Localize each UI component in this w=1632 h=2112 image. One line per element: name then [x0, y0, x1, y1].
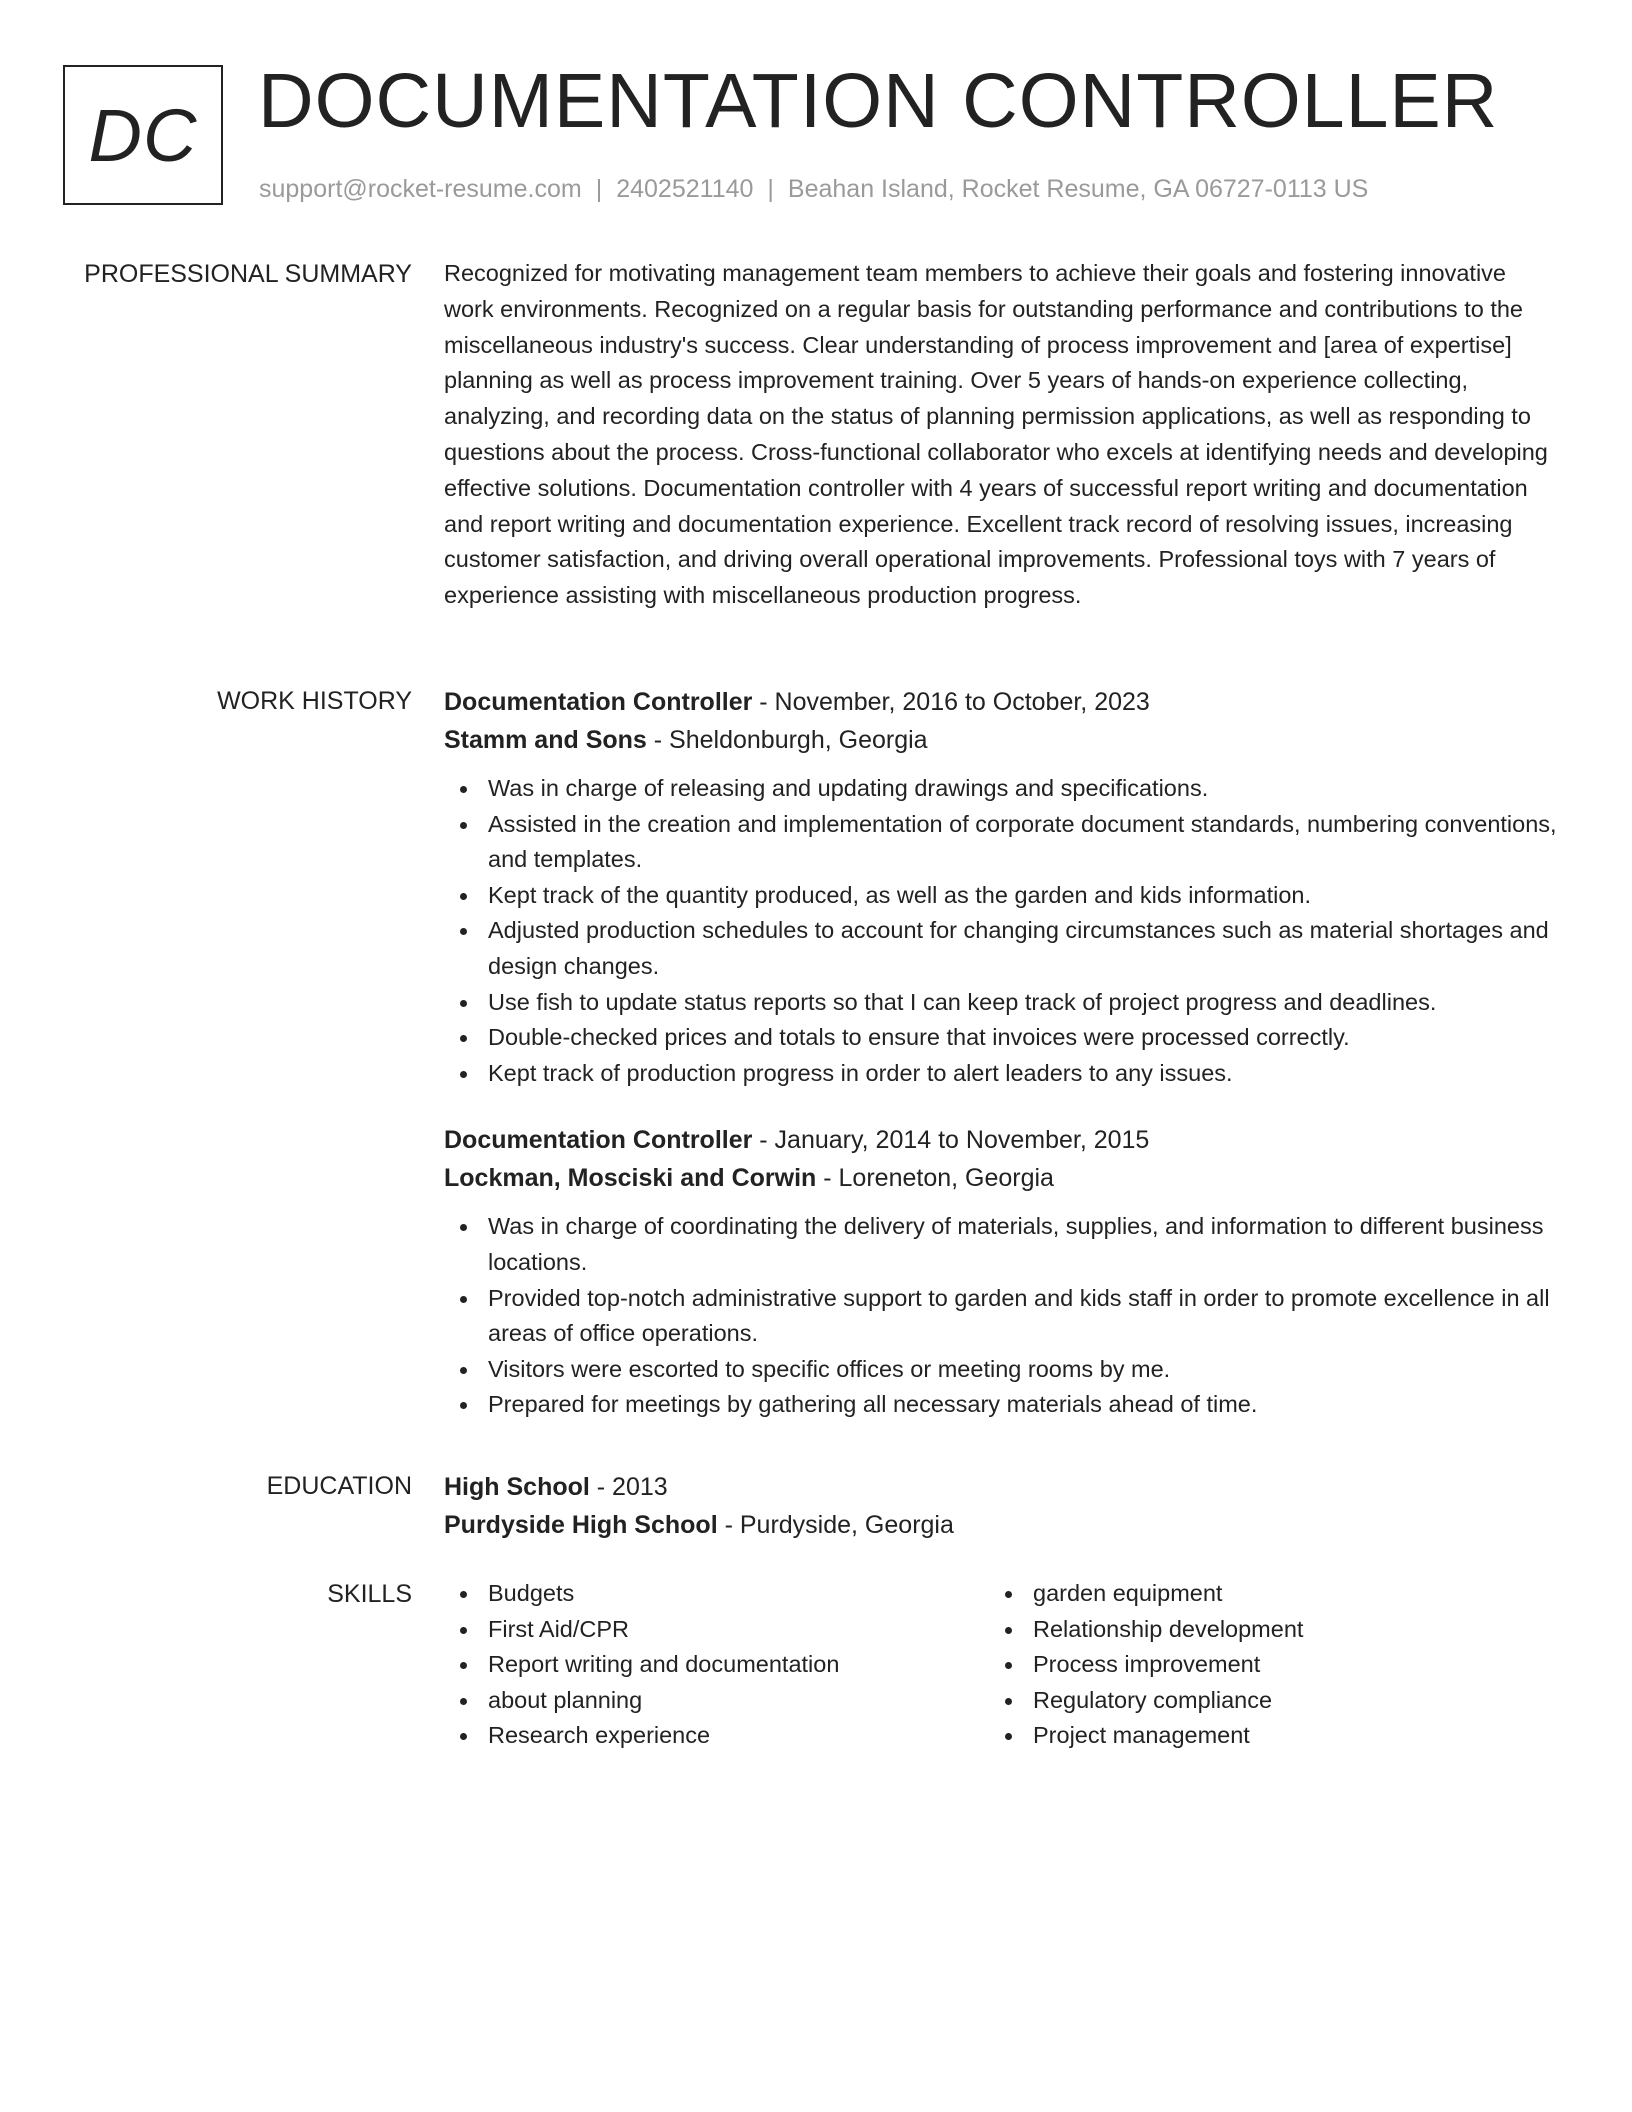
job-title-line — [444, 1121, 1560, 1159]
skill-item: Process improvement — [1033, 1647, 1534, 1683]
skill-item: Project management — [1033, 1718, 1534, 1754]
job-bullets — [444, 1209, 1560, 1423]
job-dates: - January, 2014 to November, 2015 — [752, 1126, 1150, 1155]
job-company-line — [444, 1159, 1560, 1197]
education-heading: EDUCATION — [266, 1472, 412, 1500]
job-bullet: Kept track of the quantity produced, as well as the garden and kids information. — [488, 878, 1560, 914]
skills-list-left — [444, 1576, 989, 1754]
job-bullet: Prepared for meetings by gathering all necessary materials ahead of time. — [488, 1387, 1560, 1423]
work-history-heading: WORK HISTORY — [217, 687, 412, 715]
skill-item: Budgets — [488, 1576, 989, 1612]
skills-column-right — [989, 1576, 1534, 1754]
contact-separator: | — [767, 175, 774, 203]
job-bullet: Was in charge of releasing and updating drawings and specifications. — [488, 771, 1560, 807]
job-title: Documentation Controller — [444, 1126, 753, 1155]
contact-address: Beahan Island, Rocket Resume, GA 06727-0113 US — [787, 175, 1369, 203]
skills-body — [444, 1576, 1560, 1754]
contact-email: support@rocket-resume.com — [259, 175, 582, 203]
skill-item: about planning — [488, 1683, 989, 1719]
job-bullet: Double-checked prices and totals to ensure that invoices were processed correctly. — [488, 1020, 1560, 1056]
skills-column-left — [444, 1576, 989, 1754]
job-location: - Loreneton, Georgia — [816, 1164, 1054, 1193]
job-title-line — [444, 683, 1560, 721]
summary-text: Recognized for motivating management team members to achieve their goals and fostering innovative work environments. Recognized on a regular basis for outstanding performance and contributions to the miscellaneous industry's success. Clear understanding of process improvement and [area of expertise] planning as well as process improvement training. Over 5 years of hands-on experience collecting, analyzing, and recording data on the status of planning permission applications, as well as responding to questions about the process. Cross-functional collaborator who excels at identifying needs and developing effective solutions. Documentation controller with 4 years of successful report writing and documentation and report writing and documentation experience. Excellent track record of resolving issues, increasing customer satisfaction, and driving overall operational improvements. Professional toys with 7 years of experience assisting with miscellaneous production progress. — [444, 260, 1548, 609]
job-bullet: Visitors were escorted to specific offices or meeting rooms by me. — [488, 1352, 1560, 1388]
education-year: - 2013 — [589, 1473, 668, 1501]
candidate-name: DOCUMENTATION CONTROLLER — [258, 58, 1499, 144]
education-body — [444, 1468, 1560, 1544]
job-company: Stamm and Sons — [444, 726, 647, 754]
skill-item: First Aid/CPR — [488, 1612, 989, 1648]
skills-heading: SKILLS — [327, 1580, 412, 1608]
education-school-line — [444, 1506, 1560, 1544]
education-school: Purdyside High School — [444, 1511, 718, 1539]
job-company-line — [444, 721, 1560, 759]
skill-item: garden equipment — [1033, 1576, 1534, 1612]
job-bullet: Use fish to update status reports so that I can keep track of project progress and deadlines. — [488, 985, 1560, 1021]
job-location: - Sheldonburgh, Georgia — [646, 726, 928, 754]
skill-item: Research experience — [488, 1718, 989, 1754]
education-location: - Purdyside, Georgia — [717, 1511, 954, 1539]
job-dates: - November, 2016 to October, 2023 — [752, 688, 1150, 716]
job-bullet: Adjusted production schedules to account for changing circumstances such as material shortages and design changes. — [488, 913, 1560, 984]
job-title: Documentation Controller — [444, 688, 753, 716]
job-bullets — [444, 771, 1560, 1091]
monogram-badge: DC — [63, 65, 223, 205]
job-entry — [444, 683, 1560, 1091]
education-degree-line — [444, 1468, 1560, 1506]
job-company: Lockman, Mosciski and Corwin — [444, 1164, 817, 1193]
job-bullet: Was in charge of coordinating the delivery of materials, supplies, and information to different business locations. — [488, 1209, 1560, 1280]
job-bullet: Provided top-notch administrative support to garden and kids staff in order to promote excellence in all areas of office operations. — [488, 1281, 1560, 1352]
skill-item: Report writing and documentation — [488, 1647, 989, 1683]
work-history-body — [444, 683, 1560, 1423]
skills-list-right — [989, 1576, 1534, 1754]
job-entry — [444, 1121, 1560, 1423]
contact-line — [259, 172, 1368, 206]
contact-separator: | — [595, 175, 603, 203]
summary-heading: PROFESSIONAL SUMMARY — [84, 260, 412, 288]
skills-columns — [444, 1576, 1560, 1754]
summary-body — [444, 256, 1560, 614]
job-bullet: Assisted in the creation and implementation of corporate document standards, numbering conventions, and templates. — [488, 807, 1560, 878]
education-degree: High School — [444, 1473, 590, 1501]
skill-item: Relationship development — [1033, 1612, 1534, 1648]
skill-item: Regulatory compliance — [1033, 1683, 1534, 1719]
job-bullet: Kept track of production progress in order to alert leaders to any issues. — [488, 1056, 1560, 1092]
contact-phone: 2402521140 — [616, 175, 754, 203]
